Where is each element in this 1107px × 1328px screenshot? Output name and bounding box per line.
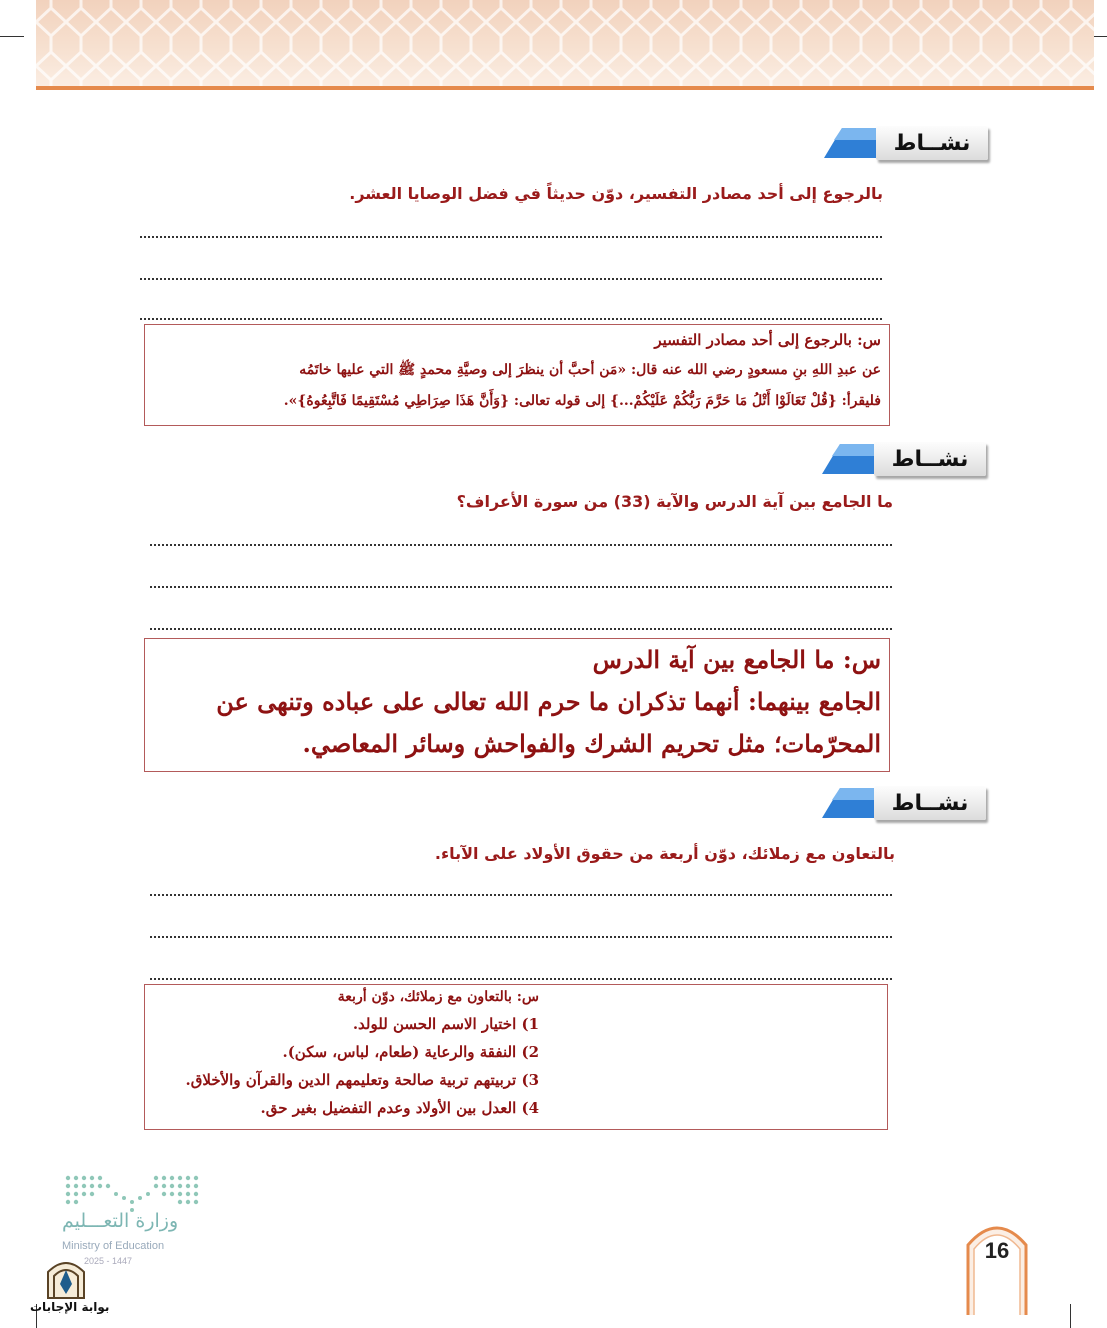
answer-box [144, 984, 888, 1130]
activity-question: ما الجامع بين آية الدرس والآية (33) من سورة الأعراف؟ [456, 492, 893, 511]
answer-dotted-line [140, 278, 882, 280]
answer-dotted-line [150, 894, 892, 896]
header-rule [36, 86, 1094, 90]
answer-dotted-line [150, 628, 892, 630]
activity-tab [818, 126, 988, 166]
activity-tab [816, 442, 986, 482]
ministry-logo-icon [60, 1150, 205, 1250]
answer-line: س: بالتعاون مع زملائك، دوّن أربعة [337, 989, 539, 1005]
answer-line: المحرّمات؛ مثل تحريم الشرك والفواحش وسائر المعاصي. [302, 729, 881, 758]
answer-line: س: بالرجوع إلى أحد مصادر التفسير [654, 331, 881, 349]
portal-logo-icon [44, 1254, 88, 1300]
ministry-name-english: Ministry of Education [62, 1240, 165, 1252]
activity-question: بالتعاون مع زملائك، دوّن أربعة من حقوق الأولاد على الآباء. [434, 844, 895, 863]
answer-line: 2) النفقة والرعاية (طعام، لباس، سكن). [282, 1043, 539, 1061]
answer-dotted-line [150, 936, 892, 938]
answer-line: فليقرأ: {قُلْ تَعَالَوْا أَتْلُ مَا حَرَّمَ رَبُّكُمْ عَلَيْكُمْ...} إلى قوله تعالى: {وَأَنَّ هَذَا صِرَاطِي مُسْتَقِيمًا فَاتَّبِعُوهُ}». [283, 393, 881, 409]
page-header-ornament [36, 0, 1094, 88]
answer-line: 3) تربيتهم تربية صالحة وتعليمهم الدين والقرآن والأخلاق. [185, 1071, 539, 1089]
answer-dotted-line [140, 318, 882, 320]
answer-dotted-line [150, 978, 892, 980]
activity-label: نشــاط [874, 442, 986, 476]
answer-dotted-line [150, 544, 892, 546]
answer-line: س: ما الجامع بين آية الدرس [592, 645, 881, 674]
answer-box [144, 324, 890, 426]
activity-label: نشــاط [876, 126, 988, 160]
page-number-badge [966, 1215, 1028, 1315]
crop-mark [0, 36, 24, 37]
activity-tab [816, 786, 986, 826]
answer-line: عن عبدِ اللهِ بنِ مسعودٍ رضي الله عنه قال: «مَن أحبَّ أن ينظرَ إلى وصيَّةِ محمدٍ ﷺ التي عليها خاتَمُه [299, 362, 881, 378]
answer-line: 4) العدل بين الأولاد وعدم التفضيل بغير حق. [260, 1099, 539, 1117]
ministry-year: 2025 - 1447 [84, 1256, 133, 1266]
page-number: 16 [984, 1238, 1010, 1263]
answer-dotted-line [140, 236, 882, 238]
answer-line: 1) اختيار الاسم الحسن للولد. [352, 1015, 539, 1033]
activity-label: نشــاط [874, 786, 986, 820]
answer-dotted-line [150, 586, 892, 588]
portal-label: بوابة الإجابات [30, 1300, 110, 1314]
geometric-pattern-icon [36, 0, 1094, 88]
crop-mark [1070, 1304, 1071, 1328]
answer-line: الجامع بينهما: أنهما تذكران ما حرم الله تعالى على عباده وتنهى عن [216, 687, 881, 716]
answer-box [144, 638, 890, 772]
activity-question: بالرجوع إلى أحد مصادر التفسير، دوّن حديثاً في فضل الوصايا العشر. [349, 184, 883, 203]
ministry-name-arabic: وزارة التعـــليم [62, 1210, 179, 1232]
